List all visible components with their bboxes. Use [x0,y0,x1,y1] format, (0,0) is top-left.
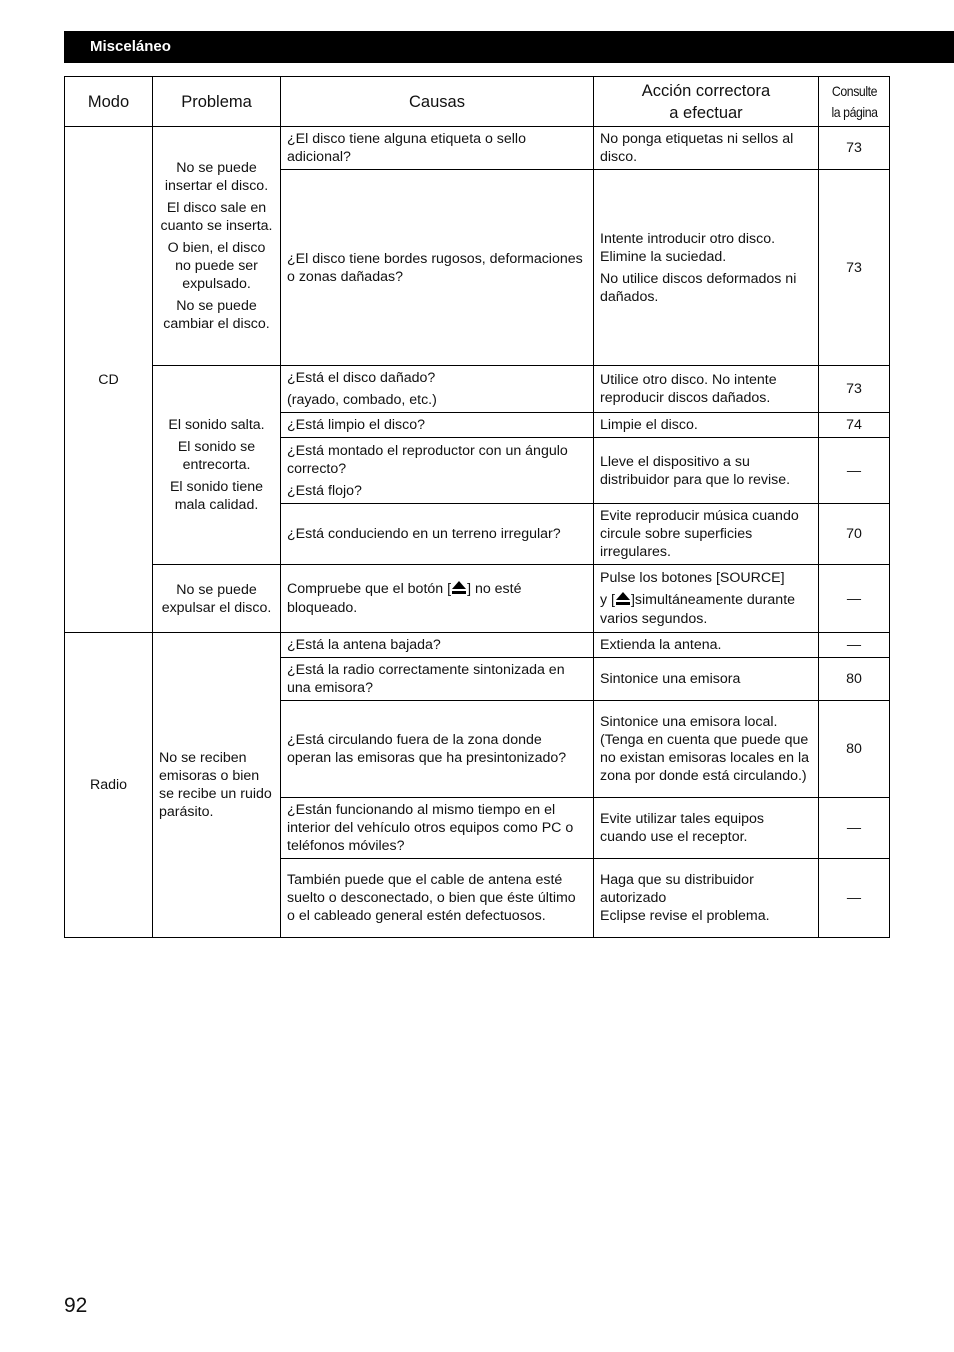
action-cell: Lleve el dispositivo a su distribuidor para que lo revise. [594,438,819,504]
page-ref: 80 [819,658,890,701]
action-cell: No ponga etiquetas ni sellos al disco. [594,127,819,170]
page-ref: 74 [819,413,890,438]
mode-cd: CD [65,127,153,633]
cause-cell: ¿Está circulando fuera de la zona donde operan las emisoras que ha presintonizado? [281,701,594,798]
page-ref: 73 [819,366,890,413]
cause-cell: ¿Está conduciendo en un terreno irregular? [281,504,594,565]
cause-cell: También puede que el cable de antena esté suelto o desconectado, o bien que éste último o el cableado general estén defectuosos. [281,859,594,938]
cause-cell: ¿Está el disco dañado? (rayado, combado, etc.) [281,366,594,413]
eject-icon [452,581,466,599]
cause-cell: ¿Está limpio el disco? [281,413,594,438]
header-problem: Problema [153,77,281,127]
cause-cell: ¿Está la radio correctamente sintonizada en una emisora? [281,658,594,701]
table-row [65,366,890,413]
page-ref: — [819,859,890,938]
problem-cd-insert: No se puede insertar el disco. El disco sale en cuanto se inserta. O bien, el disco no puede ser expulsado. No se puede cambiar el disco. [153,127,281,366]
table-row [65,565,890,633]
action-cell: Sintonice una emisora [594,658,819,701]
cause-cell: Compruebe que el botón [ ] no esté bloqueado. [281,565,594,633]
page-ref: — [819,798,890,859]
action-cell: Evite reproducir música cuando circule sobre superficies irregulares. [594,504,819,565]
page-ref: — [819,633,890,658]
action-cell: Pulse los botones [SOURCE] y [ ]simultáneamente durante varios segundos. [594,565,819,633]
cause-cell: ¿El disco tiene alguna etiqueta o sello adicional? [281,127,594,170]
header-action: Acción correctora a efectuar [594,77,819,127]
page-ref: 80 [819,701,890,798]
page-ref: 73 [819,170,890,366]
page-ref: — [819,438,890,504]
table-header-row [65,77,890,127]
problem-radio: No se reciben emisoras o bien se recibe un ruido parásito. [153,633,281,938]
header-mode: Modo [65,77,153,127]
mode-radio: Radio [65,633,153,938]
eject-icon [616,592,630,610]
problem-cd-sound: El sonido salta. El sonido se entrecorta. El sonido tiene mala calidad. [153,366,281,565]
action-cell: Utilice otro disco. No intente reproducir discos dañados. [594,366,819,413]
action-cell: Limpie el disco. [594,413,819,438]
page-ref: 73 [819,127,890,170]
action-cell: Sintonice una emisora local. (Tenga en cuenta que puede que no existan emisoras locales en la zona por donde está circulando.) [594,701,819,798]
action-cell: Intente introducir otro disco. Elimine la suciedad. No utilice discos deformados ni dañados. [594,170,819,366]
table-row [65,633,890,658]
table-row [65,127,890,170]
action-cell: Extienda la antena. [594,633,819,658]
cause-cell: ¿Está la antena bajada? [281,633,594,658]
problem-cd-eject: No se puede expulsar el disco. [153,565,281,633]
cause-cell: ¿Están funcionando al mismo tiempo en el interior del vehículo otros equipos como PC o teléfonos móviles? [281,798,594,859]
section-title: Misceláneo [64,31,954,63]
cause-cell: ¿El disco tiene bordes rugosos, deformaciones o zonas dañadas? [281,170,594,366]
header-page: Consulte la página [823,77,885,127]
page-number: 92 [64,1294,88,1317]
troubleshooting-table [64,76,890,938]
action-cell: Evite utilizar tales equipos cuando use el receptor. [594,798,819,859]
page-ref: — [819,565,890,633]
action-cell: Haga que su distribuidor autorizado Eclipse revise el problema. [594,859,819,938]
header-causes: Causas [281,77,594,127]
cause-cell: ¿Está montado el reproductor con un ángulo correcto? ¿Está flojo? [281,438,594,504]
page-ref: 70 [819,504,890,565]
